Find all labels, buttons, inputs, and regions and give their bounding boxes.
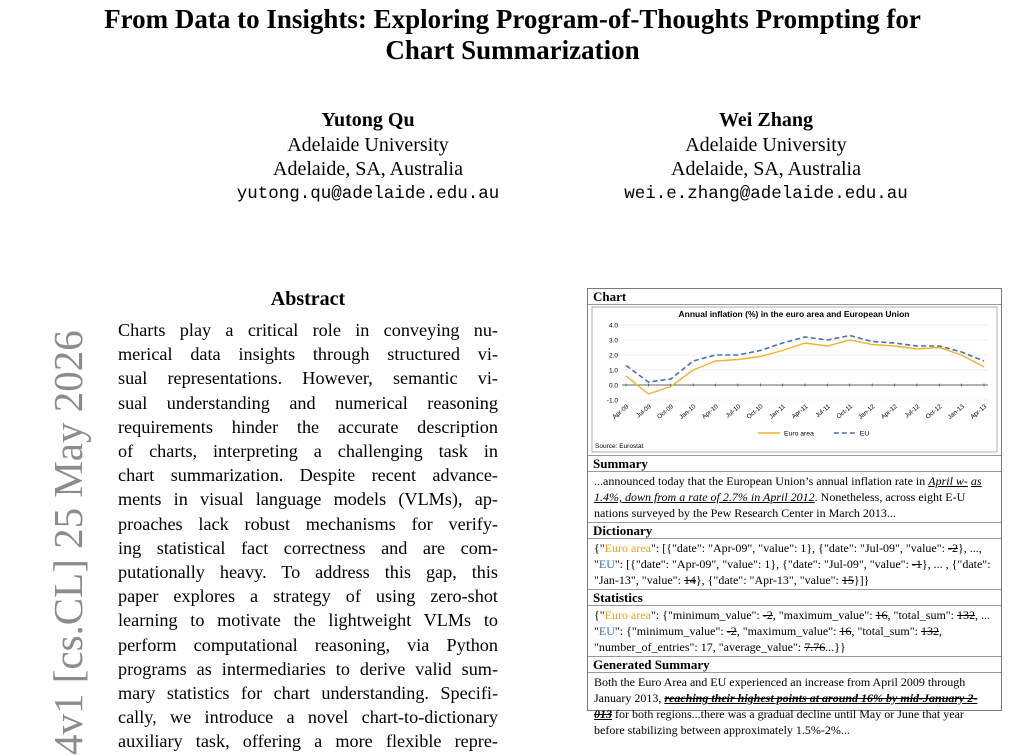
abstract-line: learning to motivate the lightweight VLMs to: [118, 610, 498, 631]
x-tick-label: Jul-10: [724, 403, 743, 420]
dict-part: }, ... , {"date": "Jan-13", "value":: [594, 557, 991, 587]
y-tick-label: 0.0: [608, 382, 618, 390]
abstract-line: Charts play a critical role in conveying nu-: [118, 320, 498, 340]
abstract-line: merical data insights through structured vi-: [118, 344, 498, 365]
abstract-line: proaches lack robust mechanisms for verify-: [118, 513, 498, 534]
chart-section-heading: Chart: [588, 289, 1001, 305]
generated-summary-text: [588, 673, 1001, 739]
dict-key-euro-area: Euro area: [604, 541, 651, 555]
abstract-line: requirements hinder the accurate description: [118, 416, 498, 437]
stat-key-euro-area: Euro area: [604, 608, 651, 622]
x-tick-label: Jan-12: [857, 403, 877, 421]
legend-label: Euro area: [784, 430, 814, 438]
x-tick-label: Oct-12: [924, 403, 944, 421]
x-tick-label: Jul-11: [814, 403, 832, 420]
author-location: Adelaide, SA, Australia: [273, 158, 463, 180]
summary-underlined-fact: April w-: [928, 474, 968, 488]
abstract-line: putationally heavy. To address this gap, this: [118, 562, 498, 583]
dict-part: }]}: [853, 573, 870, 587]
x-tick-label: Apr-13: [969, 403, 989, 421]
dict-wrong-value: -2: [947, 541, 958, 555]
stat-part: , "total_sum":: [851, 624, 921, 638]
x-tick-label: Jul-09: [635, 403, 653, 420]
dict-wrong-value: 15: [841, 573, 854, 587]
gen-part: Both the Euro Area and EU experienced an increase from April 2009 through January 2013,: [594, 675, 966, 705]
y-tick-label: -1.0: [606, 397, 618, 405]
stat-part: , ... ": [594, 608, 991, 638]
x-tick-label: Apr-11: [790, 403, 810, 421]
summary-section-heading: Summary: [588, 456, 1001, 472]
stat-wrong-value: 16: [839, 624, 852, 638]
dictionary-section-heading: Dictionary: [588, 523, 1001, 539]
author-location: Adelaide, SA, Australia: [671, 158, 861, 180]
x-tick-label: Oct-10: [745, 403, 765, 421]
statistics-section-heading: Statistics: [588, 590, 1001, 606]
y-tick-label: 1.0: [608, 367, 618, 375]
stat-part: ": {"minimum_value":: [614, 624, 727, 638]
chart-section: [588, 305, 1001, 456]
x-tick-label: Apr-12: [879, 403, 899, 421]
author-affiliation: Adelaide University: [685, 133, 847, 156]
x-tick-label: Jan-13: [946, 403, 966, 421]
stat-wrong-value: 132: [920, 624, 939, 638]
x-tick-label: Jul-12: [903, 403, 922, 420]
stat-part: , "total_sum":: [887, 608, 958, 622]
gen-hallucinated-claim: reaching their highest points at around 16% by mid-January 2-013: [594, 691, 978, 721]
x-tick-label: Apr-09: [611, 403, 631, 421]
x-tick-label: Jan-10: [678, 403, 698, 421]
stat-wrong-value: -2: [726, 624, 737, 638]
stat-part: , "maximum_value":: [772, 608, 876, 622]
abstract-line: cally, we introduce a novel chart-to-dictionary: [118, 707, 498, 728]
x-tick-label: Jan-11: [768, 403, 787, 421]
stat-part: , "maximum_value":: [736, 624, 840, 638]
abstract-line: ments in visual language models (VLMs), ap-: [118, 489, 498, 510]
stat-wrong-value: 132: [957, 608, 976, 622]
summary-text: [588, 472, 1001, 523]
y-tick-label: 4.0: [608, 322, 618, 330]
stat-wrong-value: 16: [875, 608, 888, 622]
abstract-body: [118, 318, 498, 754]
chart-title: Annual inflation (%) in the euro area and European Union: [678, 309, 910, 319]
abstract-line: perform computational reasoning, via Python: [118, 634, 498, 655]
legend-label: EU: [859, 430, 870, 438]
title-line-2: Chart Summarization: [385, 35, 640, 65]
abstract-line: of charts, interpreting a challenging task in: [118, 441, 498, 462]
stat-part: {": [594, 608, 605, 622]
dict-part: {": [594, 541, 605, 555]
figure-panel: [587, 288, 1002, 737]
abstract-heading: Abstract: [270, 288, 346, 310]
x-tick-label: Oct-11: [835, 403, 855, 421]
stat-wrong-value: 7.76: [804, 640, 826, 654]
y-tick-label: 2.0: [608, 352, 618, 360]
author-block-2: [566, 108, 966, 206]
dict-wrong-value: -1: [911, 557, 922, 571]
abstract-line: sual representations. However, semantic vi-: [118, 368, 498, 389]
arxiv-identifier: 4v1 [cs.CL] 25 May 2026: [45, 330, 91, 755]
summary-text-part: . Nonetheless, across eight E-U nations surveyed by the Pew Research Center in March 2013...: [594, 490, 966, 520]
dict-part: }, {"date": "Apr-13", "value":: [695, 573, 842, 587]
statistics-text: [588, 606, 1001, 657]
author-block-1: [168, 108, 568, 206]
author-affiliation: Adelaide University: [287, 133, 449, 156]
abstract-line: sual understanding and numerical reasoning: [118, 392, 498, 413]
arxiv-sidebar: [0, 330, 91, 755]
y-tick-label: 3.0: [608, 337, 618, 345]
stat-part: , "number_of_entries": 17, "average_value":: [594, 624, 942, 654]
chart-source: Source: Eurostat: [595, 443, 644, 450]
author-email: yutong.qu@adelaide.edu.au: [236, 183, 500, 204]
abstract-line: chart summarization. Despite recent advance-: [118, 465, 498, 486]
paper-title: [60, 4, 965, 66]
inflation-line-chart: [588, 305, 1001, 455]
dict-key-eu: EU: [598, 557, 615, 571]
dict-wrong-value: 14: [683, 573, 696, 587]
abstract-line: mary statistics for chart understanding. Specifi-: [118, 683, 498, 704]
x-tick-label: Apr-10: [700, 403, 720, 421]
dictionary-text: [588, 539, 1001, 590]
generated-summary-section-heading: Generated Summary: [588, 657, 1001, 673]
title-line-1: From Data to Insights: Exploring Program-of-Thoughts Prompting for: [104, 4, 921, 34]
dict-part: ": [{"date": "Apr-09", "value": 1}, {"date": "Jul-09", "value":: [614, 557, 912, 571]
abstract-line: paper explores a strategy of using zero-shot: [118, 586, 498, 607]
stat-part: ": {"minimum_value":: [650, 608, 763, 622]
abstract-line: auxiliary task, offering a more flexible repre-: [118, 731, 498, 752]
stat-wrong-value: -2: [762, 608, 773, 622]
author-name: Yutong Qu: [321, 109, 415, 131]
stat-part: ...}}: [825, 640, 846, 654]
gen-part: for both regions...there was a gradual decline until May or June that year before stabilizing between approximately 1.5%-2%...: [594, 707, 964, 737]
author-name: Wei Zhang: [719, 109, 813, 131]
abstract-line: ing statistical fact correctness and are com-: [118, 537, 498, 558]
abstract-line: programs as intermediaries to derive valid sum-: [118, 658, 498, 679]
summary-text-part: ...announced today that the European Union’s annual inflation rate in: [594, 474, 929, 488]
x-tick-label: Oct-09: [656, 403, 676, 421]
dict-part: ": [{"date": "Apr-09", "value": 1}, {"date": "Jul-09", "value":: [650, 541, 948, 555]
summary-underlined-fact: as 1.4%, down from a rate of 2.7% in April 2012: [594, 474, 982, 504]
dict-part: }, ..., ": [594, 541, 982, 571]
stat-key-eu: EU: [598, 624, 615, 638]
author-email: wei.e.zhang@adelaide.edu.au: [624, 183, 908, 204]
